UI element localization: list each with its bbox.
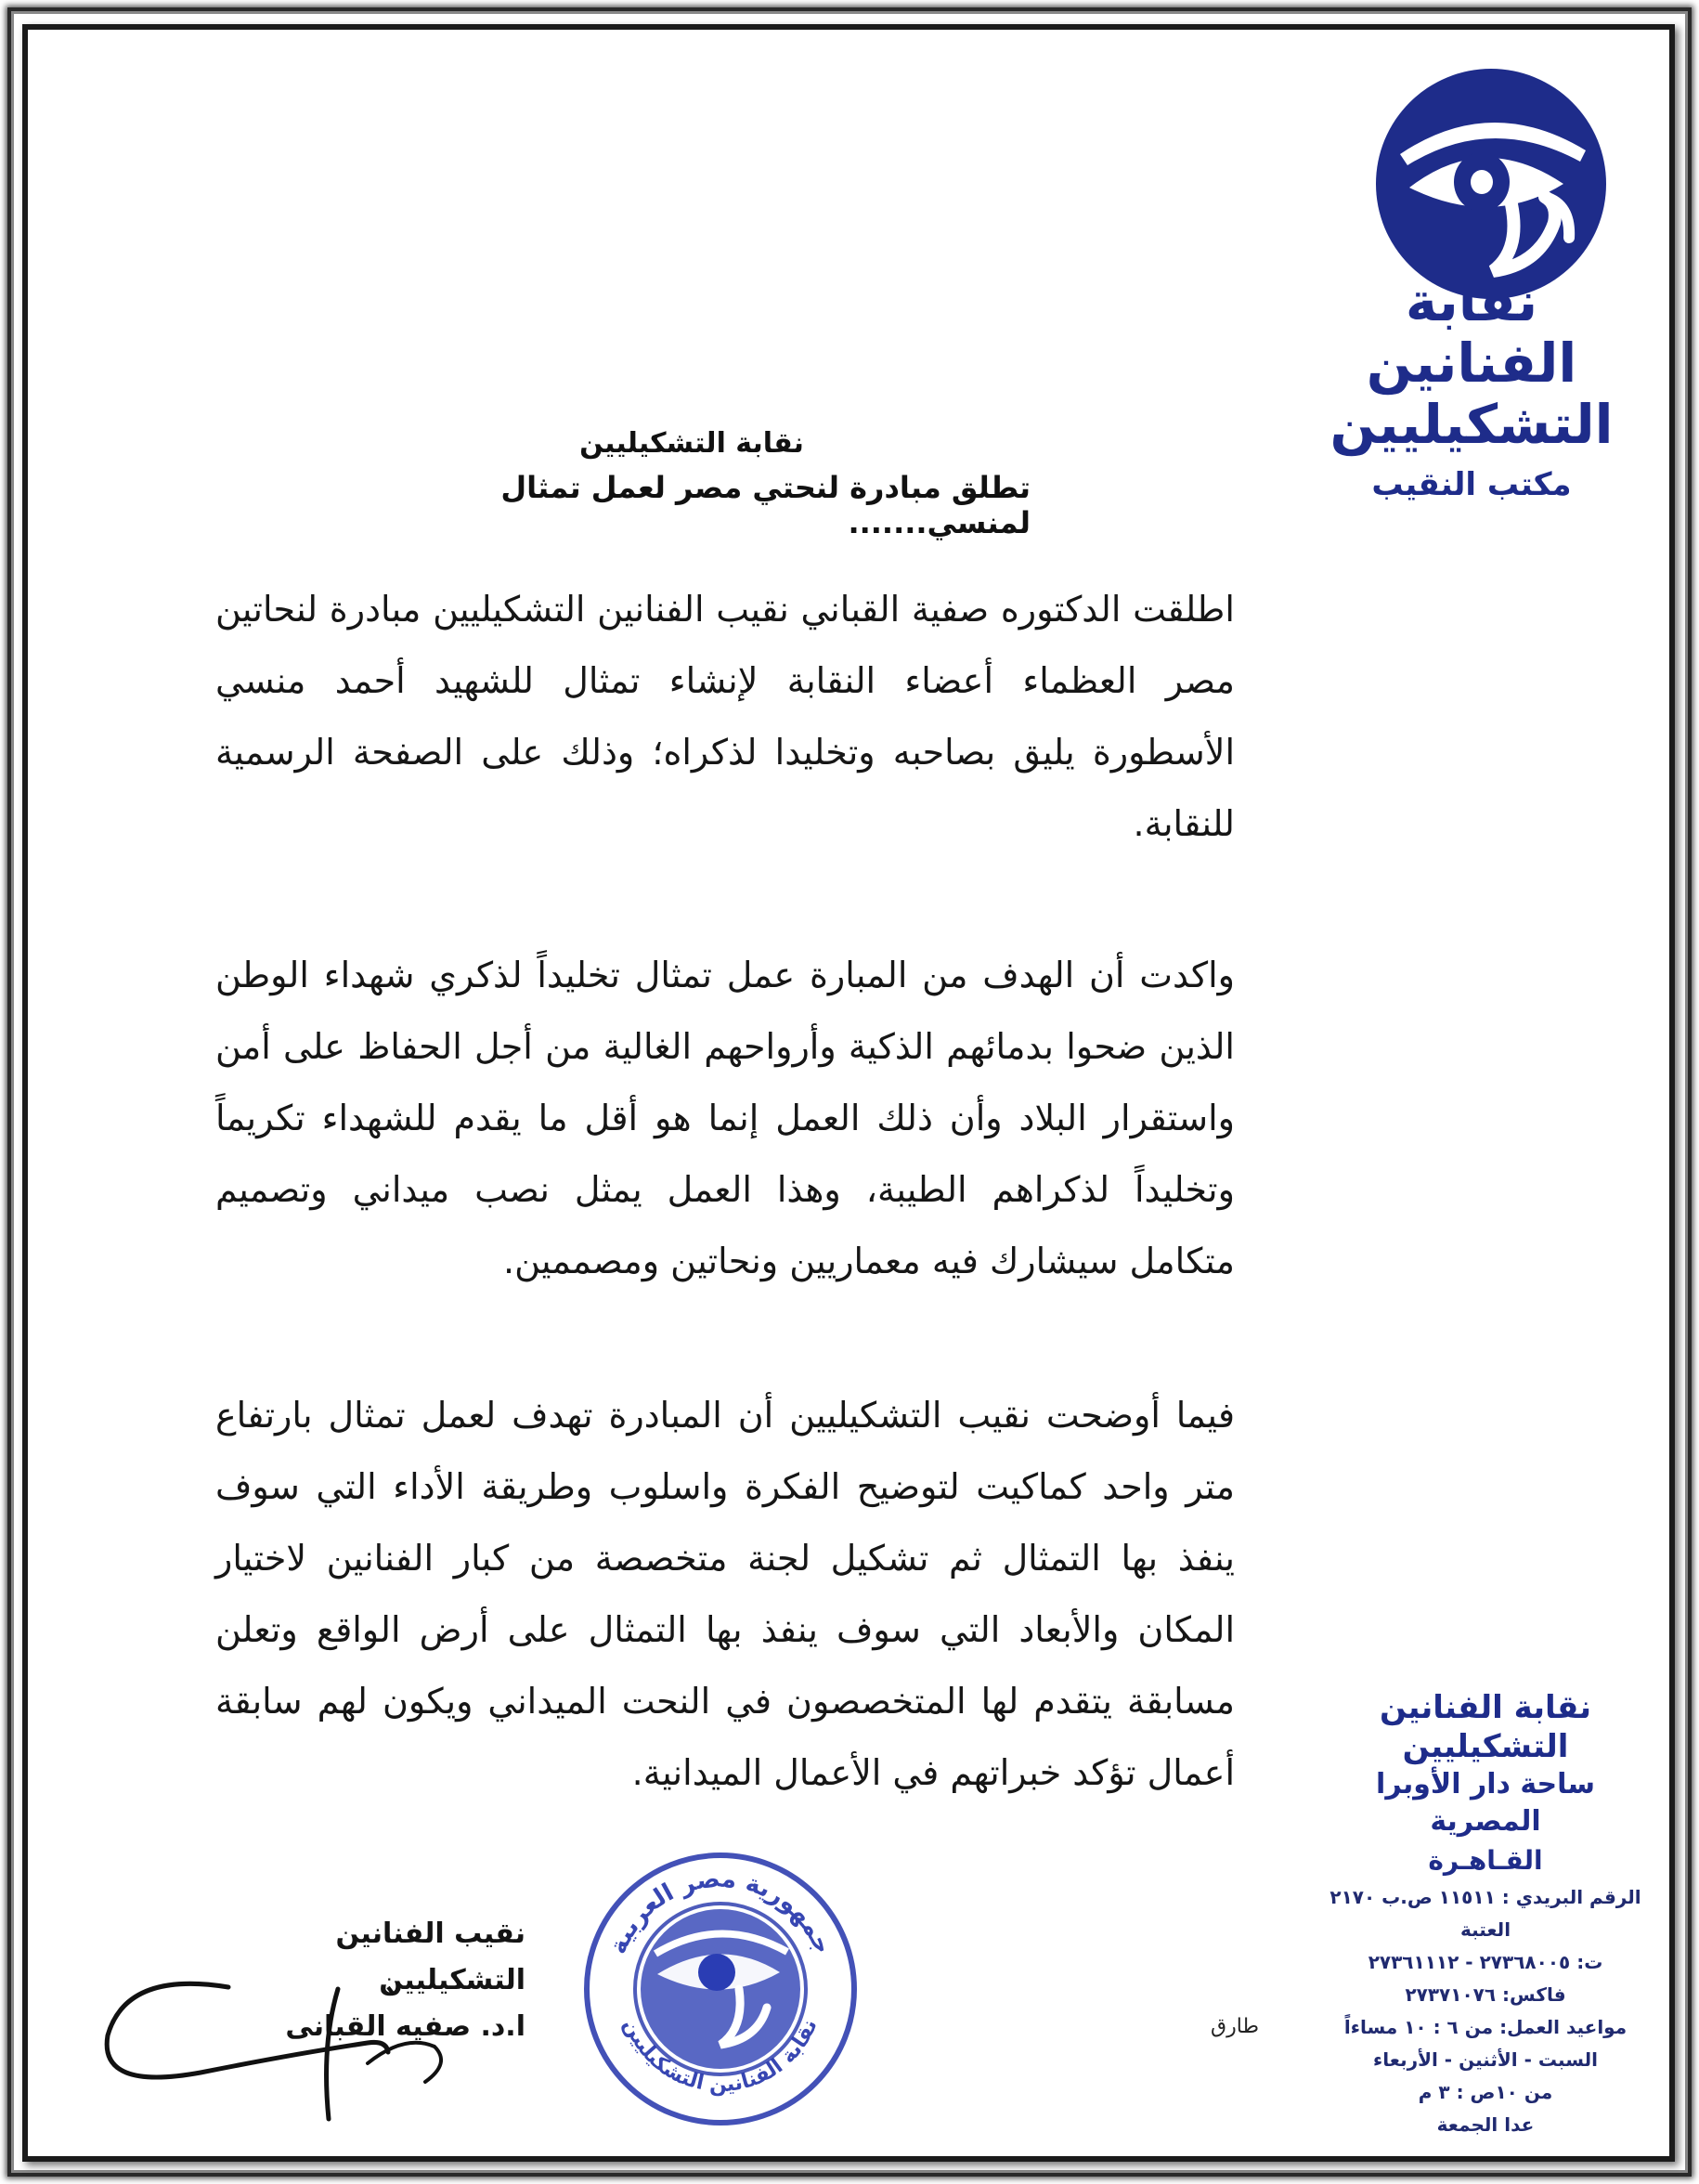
contact-postal: الرقم البريدي : ١١٥١١ ص.ب ٢١٧٠ العتبة [1329, 1886, 1641, 1941]
org-name-line-2: الفنانين [1366, 332, 1577, 395]
heading-line-2: تطلق مبادرة لنحتي مصر لعمل تمثال لمنسي....... [500, 470, 1031, 540]
handwritten-signature [89, 1933, 516, 2128]
body-paragraph-3: فيما أوضحت نقيب التشكيليين أن المبادرة تهدف لعمل تمثال بارتفاع متر واحد كماكيت لتوضيح الفكرة واسلوب وطريقة الأداء التي سوف ينفذ بها التمثال ثم تشكيل لجنة متخصصة من كبار الفنانين لاختيار المكان والأبعاد التي سوف ينفذ بها التمثال على أرض الواقع وتعلن مسابقة يتقدم لها المتخصصون في النحت الميداني ويكون لهم سابقة أعمال تؤكد خبراتهم في الأعمال الميدانية. [215, 1395, 1235, 1793]
official-stamp [581, 1850, 860, 2128]
signature-title: نقيب الفنانين التشكيليين [335, 1918, 525, 1996]
body-paragraph-1: اطلقت الدكتوره صفية القباني نقيب الفنانين التشكيليين مبادرة لنحاتين مصر العظماء أعضاء النقابة لإنشاء تمثال للشهيد أحمد منسي الأسطورة يليق بصاحبه وتخليدا لذكراه؛ وذلك على الصفحة الرسمية للنقابة. [215, 589, 1235, 844]
contact-except: عدا الجمعة [1436, 2113, 1535, 2136]
contact-phone: ت: ٢٧٣٦٨٠٠٥ - ٢٧٣٦١١١٢ [1368, 1951, 1603, 1973]
typist-initials: طارق [1211, 2015, 1259, 2038]
heading-line-1: نقابة التشكيليين [579, 427, 804, 460]
contact-name: نقابة الفنانين التشكيليين [1379, 1689, 1591, 1765]
body-paragraph-2: واكدت أن الهدف من المبارة عمل تمثال تخليداً لذكري شهداء الوطن الذين ضحوا بدمائهم الذكية وأرواحهم الغالية من أجل الحفاظ على أمن واستقرار البلاد وأن ذلك العمل إنما هو أقل ما يقدم للشهداء تكريماً وتخليداً لذكراهم الطيبة، وهذا العمل يمثل نصب ميداني وتصميم متكامل سيشارك فيه معماريين ونحاتين ومصممين. [215, 955, 1235, 1281]
letterhead-office: مكتب النقيب [1371, 466, 1572, 503]
contact-hours: مواعيد العمل: من ٦ : ١٠ مساءاً [1343, 2016, 1628, 2038]
contact-address: ساحة دار الأوبرا المصرية [1376, 1768, 1595, 1838]
stamp-bottom-text: نقابة الفنانين التشكيليين [618, 2015, 823, 2098]
syndicate-eye-logo [1372, 65, 1610, 303]
letterhead-org-name [1318, 271, 1625, 455]
contact-days: السبت - الأثنين - الأربعاء [1373, 2048, 1598, 2071]
org-name-line-3: التشكيليين [1329, 393, 1614, 456]
signature-name: ا.د. صفيه القبانى [285, 2010, 525, 2043]
contact-hours-2: من ١٠ص : ٣ م [1418, 2081, 1553, 2103]
contact-block [1318, 1688, 1653, 2141]
contact-city: القـاهـرة [1428, 1845, 1543, 1876]
org-name-line-1: نقابة [1405, 270, 1538, 333]
stamp-top-text: جمهورية مصر العربية [603, 1865, 837, 1958]
contact-fax: فاكس: ٢٧٣٧١٠٧٦ [1405, 1983, 1566, 2006]
